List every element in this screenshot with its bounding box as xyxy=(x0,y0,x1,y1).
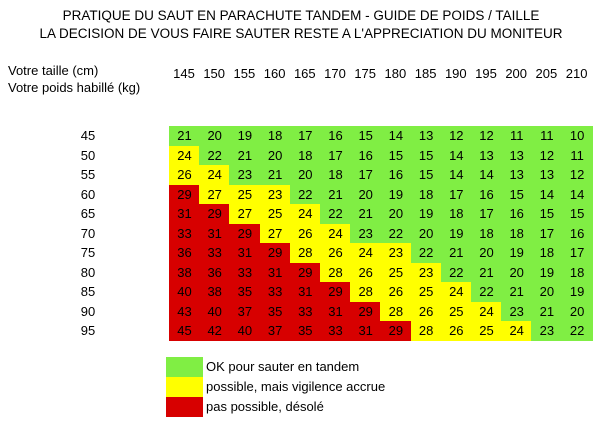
heatmap-cell: 20 xyxy=(260,146,291,166)
heatmap-cell: 20 xyxy=(562,302,593,322)
heatmap-cell: 21 xyxy=(350,204,381,224)
heatmap-cell: 21 xyxy=(229,146,260,166)
legend-swatch xyxy=(166,377,203,397)
heatmap-cell: 33 xyxy=(260,282,291,302)
heatmap-cell: 33 xyxy=(290,302,321,322)
heatmap-cell: 26 xyxy=(320,243,351,263)
x-tick-label: 205 xyxy=(535,66,558,81)
heatmap-cell: 28 xyxy=(411,321,442,341)
heatmap-cell: 18 xyxy=(260,126,291,146)
heatmap-cell: 17 xyxy=(562,243,593,263)
x-tick-label: 170 xyxy=(324,66,346,81)
heatmap-cell: 15 xyxy=(350,126,381,146)
heatmap-cell: 13 xyxy=(501,146,532,166)
heatmap-cell: 25 xyxy=(380,263,411,283)
heatmap-cell: 17 xyxy=(441,185,472,205)
heatmap-cell: 14 xyxy=(441,165,472,185)
y-tick-label: 50 xyxy=(80,147,96,163)
heatmap-cell: 37 xyxy=(229,302,260,322)
heatmap-cell: 31 xyxy=(229,243,260,263)
heatmap-cell: 25 xyxy=(260,204,291,224)
heatmap-cell: 13 xyxy=(501,165,532,185)
heatmap-cell: 15 xyxy=(562,204,593,224)
heatmap-cell: 21 xyxy=(531,302,562,322)
heatmap-cell: 12 xyxy=(531,146,562,166)
heatmap-cell: 25 xyxy=(411,282,442,302)
legend-label: possible, mais vigilence accrue xyxy=(206,379,386,394)
heatmap-cell: 19 xyxy=(229,126,260,146)
heatmap-cell: 18 xyxy=(471,224,502,244)
heatmap-cell: 35 xyxy=(229,282,260,302)
heatmap-cell: 19 xyxy=(501,243,532,263)
heatmap-cell: 15 xyxy=(380,146,411,166)
heatmap-cell: 40 xyxy=(199,302,230,322)
heatmap-cell: 17 xyxy=(320,146,351,166)
heatmap-cell: 22 xyxy=(441,263,472,283)
heatmap-cell: 29 xyxy=(290,263,321,283)
heatmap-cell: 16 xyxy=(471,185,502,205)
heatmap-cell: 12 xyxy=(562,165,593,185)
heatmap-cell: 23 xyxy=(501,302,532,322)
y-tick-label: 45 xyxy=(80,128,96,143)
x-tick-label: 145 xyxy=(173,66,195,81)
heatmap-cell: 38 xyxy=(199,282,230,302)
heatmap-cell: 19 xyxy=(531,263,562,283)
heatmap-cell: 31 xyxy=(320,302,351,322)
heatmap-cell: 18 xyxy=(501,224,532,244)
heatmap-cell: 23 xyxy=(380,243,411,263)
y-tick-label: 95 xyxy=(80,323,96,338)
heatmap-cell: 18 xyxy=(531,243,562,263)
heatmap-cell: 18 xyxy=(320,165,351,185)
heatmap-cell: 24 xyxy=(320,224,351,244)
heatmap-cell: 37 xyxy=(260,321,291,341)
y-tick-label: 90 xyxy=(80,303,96,319)
heatmap-cell: 11 xyxy=(562,146,593,166)
heatmap-cell: 17 xyxy=(350,165,381,185)
heatmap-cell: 23 xyxy=(260,185,291,205)
heatmap-cell: 13 xyxy=(411,126,442,146)
heatmap-cell: 15 xyxy=(531,204,562,224)
heatmap-cell: 43 xyxy=(169,302,200,322)
x-tick-label: 155 xyxy=(233,66,256,81)
heatmap-cell: 22 xyxy=(199,146,230,166)
heatmap-cell: 22 xyxy=(562,321,593,341)
heatmap-cell: 25 xyxy=(471,321,502,341)
heatmap-cell: 10 xyxy=(562,126,593,146)
heatmap-cell: 35 xyxy=(260,302,291,322)
heatmap-cell: 33 xyxy=(229,263,260,283)
heatmap-cell: 29 xyxy=(320,282,351,302)
heatmap-cell: 26 xyxy=(380,282,411,302)
heatmap-cell: 28 xyxy=(320,263,351,283)
heatmap-cell: 45 xyxy=(169,321,200,341)
heatmap-cell: 42 xyxy=(199,321,230,341)
heatmap-cell: 15 xyxy=(501,185,532,205)
heatmap-cell: 15 xyxy=(411,165,442,185)
y-tick-label: 85 xyxy=(80,284,96,299)
heatmap-cell: 18 xyxy=(441,204,472,224)
heatmap-cell: 36 xyxy=(169,243,200,263)
heatmap-cell: 20 xyxy=(380,204,411,224)
heatmap-cell: 13 xyxy=(471,146,502,166)
y-tick-label: 80 xyxy=(80,264,96,280)
heatmap-cell: 19 xyxy=(380,185,411,205)
heatmap-cell: 26 xyxy=(290,224,321,244)
heatmap-cell: 20 xyxy=(501,263,532,283)
heatmap-cell: 15 xyxy=(411,146,442,166)
legend-swatch xyxy=(166,397,203,417)
heatmap-cell: 40 xyxy=(229,321,260,341)
heatmap-cell: 20 xyxy=(471,243,502,263)
heatmap-cell: 16 xyxy=(562,224,593,244)
heatmap-cell: 22 xyxy=(290,185,321,205)
heatmap-cell: 23 xyxy=(229,165,260,185)
x-tick-label: 150 xyxy=(203,66,226,81)
chart-title-line1: PRATIQUE DU SAUT EN PARACHUTE TANDEM - GUIDE DE POIDS / TAILLE xyxy=(62,8,540,23)
heatmap-cell: 21 xyxy=(169,126,200,146)
heatmap-cell: 38 xyxy=(169,263,200,283)
heatmap-cell: 21 xyxy=(441,243,472,263)
heatmap-cell: 26 xyxy=(350,263,381,283)
heatmap-cell: 14 xyxy=(441,146,472,166)
heatmap-cell: 28 xyxy=(290,243,321,263)
y-tick-label: 70 xyxy=(80,225,96,241)
heatmap-cell: 29 xyxy=(169,185,200,205)
heatmap-cell: 16 xyxy=(350,146,381,166)
heatmap-cell: 18 xyxy=(290,146,321,166)
heatmap-cell: 19 xyxy=(411,204,442,224)
heatmap-cell: 20 xyxy=(290,165,321,185)
y-tick-label: 75 xyxy=(80,245,96,260)
heatmap-cell: 33 xyxy=(320,321,351,341)
heatmap-cell: 20 xyxy=(531,282,562,302)
x-tick-label: 185 xyxy=(414,66,437,81)
heatmap-cell: 27 xyxy=(260,224,291,244)
heatmap-cell: 22 xyxy=(320,204,351,224)
chart-title-line2: LA DECISION DE VOUS FAIRE SAUTER RESTE A L'APPRECIATION DU MONITEUR xyxy=(39,26,563,41)
heatmap-cell: 19 xyxy=(562,282,593,302)
heatmap-cell: 23 xyxy=(350,224,381,244)
y-tick-label: 60 xyxy=(80,186,96,202)
heatmap-cell: 17 xyxy=(531,224,562,244)
heatmap-cell: 20 xyxy=(411,224,442,244)
heatmap-cell: 31 xyxy=(350,321,381,341)
legend-label: pas possible, désolé xyxy=(206,399,324,414)
heatmap-cell: 31 xyxy=(199,224,230,244)
heatmap-cell: 14 xyxy=(471,165,502,185)
heatmap-cell: 24 xyxy=(441,282,472,302)
heatmap-cell: 16 xyxy=(320,126,351,146)
heatmap-cell: 18 xyxy=(411,185,442,205)
heatmap-cell: 11 xyxy=(531,126,562,146)
heatmap-cell: 24 xyxy=(501,321,532,341)
heatmap-cell: 29 xyxy=(229,224,260,244)
heatmap-cell: 28 xyxy=(350,282,381,302)
heatmap-cell: 29 xyxy=(199,204,230,224)
x-tick-label: 160 xyxy=(263,66,286,81)
heatmap-cell: 11 xyxy=(501,126,532,146)
heatmap-cell: 18 xyxy=(562,263,593,283)
heatmap-cell: 24 xyxy=(471,302,502,322)
y-axis-label: Votre poids habillé (kg) xyxy=(8,80,141,95)
heatmap-cell: 22 xyxy=(380,224,411,244)
x-tick-label: 190 xyxy=(444,66,467,81)
heatmap-cell: 17 xyxy=(290,126,321,146)
heatmap-cell: 21 xyxy=(501,282,532,302)
x-tick-label: 200 xyxy=(505,66,528,81)
heatmap-cell: 20 xyxy=(350,185,381,205)
heatmap-cell: 13 xyxy=(531,165,562,185)
y-tick-label: 65 xyxy=(80,206,96,221)
heatmap-cell: 31 xyxy=(260,263,291,283)
heatmap-cell: 40 xyxy=(169,282,200,302)
heatmap-cell: 21 xyxy=(320,185,351,205)
heatmap-cell: 22 xyxy=(411,243,442,263)
x-tick-label: 210 xyxy=(565,66,588,81)
legend-label: OK pour sauter en tandem xyxy=(206,359,360,374)
heatmap-cell: 14 xyxy=(531,185,562,205)
heatmap-cell: 35 xyxy=(290,321,321,341)
heatmap-cell: 31 xyxy=(290,282,321,302)
heatmap-cell: 33 xyxy=(199,243,230,263)
y-tick-label: 55 xyxy=(80,167,96,182)
x-tick-label: 180 xyxy=(384,66,407,81)
heatmap-cell: 26 xyxy=(441,321,472,341)
heatmap-cell: 21 xyxy=(260,165,291,185)
heatmap-cell: 12 xyxy=(471,126,502,146)
heatmap-cell: 33 xyxy=(169,224,200,244)
heatmap-cell: 21 xyxy=(471,263,502,283)
heatmap-cell: 16 xyxy=(380,165,411,185)
heatmap-cell: 19 xyxy=(441,224,472,244)
heatmap-cell: 22 xyxy=(471,282,502,302)
heatmap-cell: 20 xyxy=(199,126,230,146)
heatmap-cell: 17 xyxy=(471,204,502,224)
heatmap-cell: 27 xyxy=(229,204,260,224)
heatmap-cell: 25 xyxy=(441,302,472,322)
heatmap-cell: 14 xyxy=(562,185,593,205)
heatmap-cell: 24 xyxy=(169,146,200,166)
x-tick-label: 195 xyxy=(475,66,497,81)
heatmap-cell: 31 xyxy=(169,204,200,224)
heatmap-cell: 23 xyxy=(531,321,562,341)
heatmap-cell: 36 xyxy=(199,263,230,283)
heatmap-cell: 14 xyxy=(380,126,411,146)
heatmap-cell: 28 xyxy=(380,302,411,322)
heatmap-cell: 25 xyxy=(229,185,260,205)
heatmap-cell: 29 xyxy=(380,321,411,341)
heatmap-cell: 24 xyxy=(290,204,321,224)
heatmap-cell: 29 xyxy=(260,243,291,263)
heatmap-cell: 26 xyxy=(411,302,442,322)
heatmap-cell: 12 xyxy=(441,126,472,146)
x-axis-label: Votre taille (cm) xyxy=(8,63,99,78)
legend-swatch xyxy=(166,357,203,377)
x-tick-label: 165 xyxy=(293,66,316,81)
heatmap-cell: 16 xyxy=(501,204,532,224)
x-tick-label: 175 xyxy=(354,66,377,81)
heatmap-cell: 23 xyxy=(411,263,442,283)
heatmap-cell: 27 xyxy=(199,185,230,205)
heatmap-cell: 29 xyxy=(350,302,381,322)
heatmap-cell: 24 xyxy=(199,165,230,185)
heatmap-cell: 24 xyxy=(350,243,381,263)
heatmap-cell: 26 xyxy=(169,165,200,185)
